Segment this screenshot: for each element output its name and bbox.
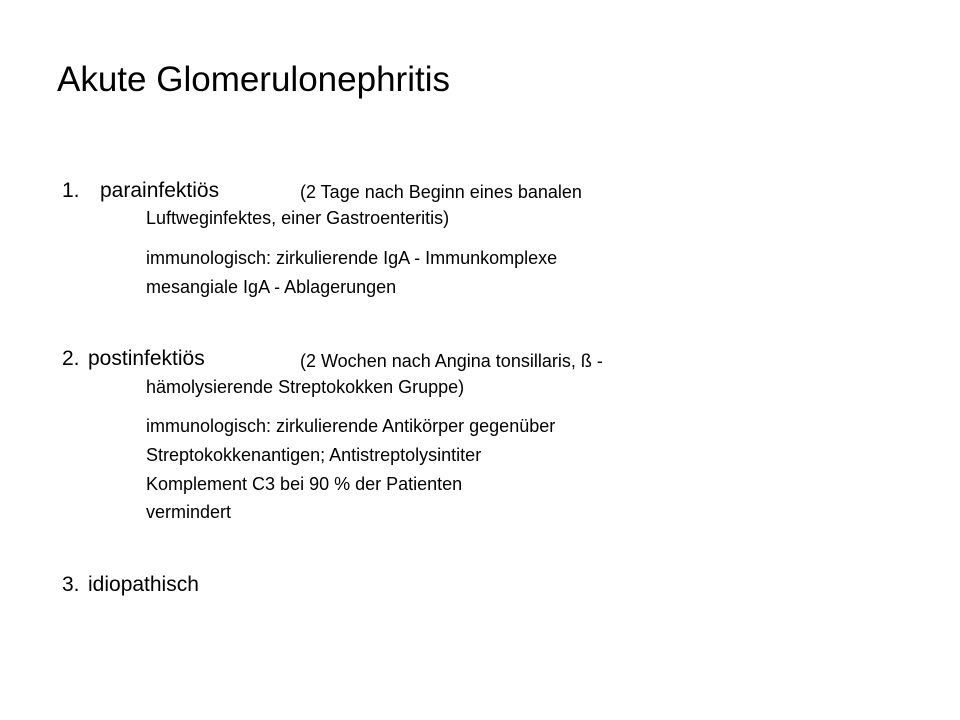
item-2-number: 2. [62,347,80,370]
item-1-note-line-2: Luftweginfektes, einer Gastroenteritis) [146,208,450,228]
item-2-heading: postinfektiös [88,347,205,370]
item-1-heading: parainfektiös [100,179,220,202]
item-2-detail-line-1: immunologisch: zirkulierende Antikörper gegenüber [146,416,556,436]
item-1-number: 1. [62,179,80,202]
item-2-note-line-1: (2 Wochen nach Angina tonsillaris, ß - [300,351,603,371]
item-1-detail-line-1: immunologisch: zirkulierende IgA - Immunkomplexe [146,248,558,268]
slide-title: Akute Glomerulonephritis [57,60,450,99]
item-2-detail-line-4: vermindert [146,502,232,522]
item-1-note-line-1: (2 Tage nach Beginn eines banalen [300,182,582,202]
item-3-number: 3. [62,573,80,596]
item-1-detail-line-2: mesangiale IgA - Ablagerungen [146,277,397,297]
item-3-heading: idiopathisch [88,573,199,596]
item-2-note-line-2: hämolysierende Streptokokken Gruppe) [146,377,465,397]
item-2-detail-line-3: Komplement C3 bei 90 % der Patienten [146,474,463,494]
item-2-detail-line-2: Streptokokkenantigen; Antistreptolysintiter [146,445,482,465]
